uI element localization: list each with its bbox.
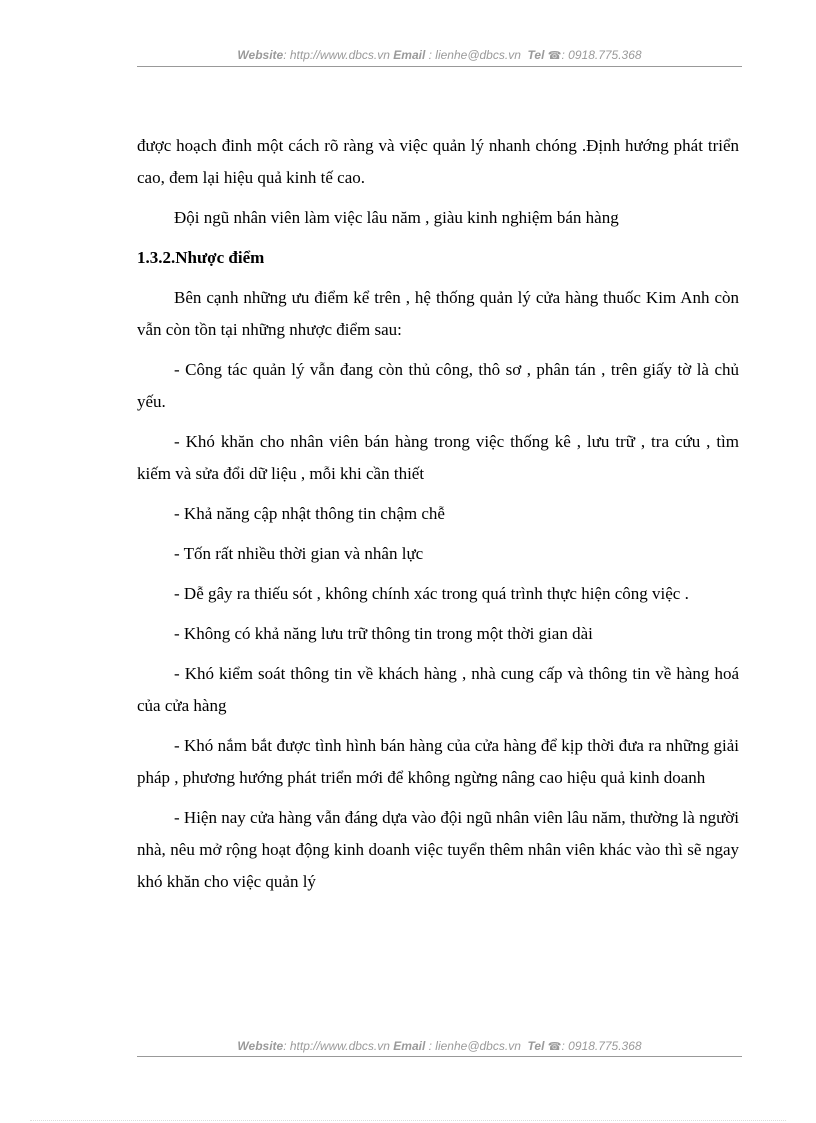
- header-website-url[interactable]: : http://www.dbcs.vn: [283, 48, 390, 62]
- section-heading: 1.3.2.Nhược điểm: [137, 248, 265, 267]
- list-item: - Khả năng cập nhật thông tin chậm chễ: [174, 504, 445, 523]
- footer-tel-label: Tel: [527, 1039, 545, 1053]
- footer-tel-number: : 0918.775.368: [561, 1039, 642, 1053]
- list-item: - Khó nắm bắt được tình hình bán hàng của cửa hàng để kịp thời đưa ra những giải pháp , phương hướng phát triển mới để không ngừng nâng cao hiệu quả kinh doanh: [137, 736, 739, 787]
- paragraph-intro: được hoạch đinh một cách rõ ràng và việc quản lý nhanh chóng .Định hướng phát triển cao, đem lại hiệu quả kinh tế cao.: [137, 136, 739, 187]
- list-item: - Công tác quản lý vẫn đang còn thủ công, thô sơ , phân tán , trên giấy tờ là chủ yếu.: [137, 360, 739, 411]
- footer-rule: [137, 1056, 742, 1057]
- footer-website-url[interactable]: : http://www.dbcs.vn: [283, 1039, 390, 1053]
- header-tel-label: Tel: [527, 48, 545, 62]
- header-email-label: Email: [393, 48, 426, 62]
- list-item: - Dễ gây ra thiếu sót , không chính xác trong quá trình thực hiện công việc .: [174, 584, 689, 603]
- list-item: - Hiện nay cửa hàng vẫn đáng dựa vào đội ngũ nhân viên lâu năm, thường là người nhà, nêu mở rộng hoạt động kinh doanh việc tuyển thêm nhân viên khác vào thì sẽ ngay khó khăn cho việc quản lý: [137, 808, 739, 891]
- page-footer: [137, 1039, 742, 1053]
- document-body: [137, 130, 739, 906]
- header-tel-number: : 0918.775.368: [561, 48, 642, 62]
- footer-email-label: Email: [393, 1039, 426, 1053]
- phone-icon: ☎: [547, 1041, 562, 1053]
- list-item: - Không có khả năng lưu trữ thông tin trong một thời gian dài: [174, 624, 593, 643]
- paragraph-staff: Đội ngũ nhân viên làm việc lâu năm , giàu kinh nghiệm bán hàng: [174, 208, 619, 227]
- phone-icon: ☎: [547, 50, 562, 62]
- list-item: - Tốn rất nhiều thời gian và nhân lực: [174, 544, 424, 563]
- list-item: - Khó kiểm soát thông tin về khách hàng , nhà cung cấp và thông tin về hàng hoá của cửa hàng: [137, 664, 739, 715]
- header-email-address[interactable]: : lienhe@dbcs.vn: [425, 48, 521, 62]
- footer-email-address[interactable]: : lienhe@dbcs.vn: [425, 1039, 521, 1053]
- page-header: [137, 48, 742, 62]
- footer-website-label: Website: [237, 1039, 284, 1053]
- header-website-label: Website: [237, 48, 284, 62]
- paragraph-weakness-intro: Bên cạnh những ưu điểm kể trên , hệ thống quản lý cửa hàng thuốc Kim Anh còn vẫn còn tồn tại những nhược điểm sau:: [137, 288, 739, 339]
- list-item: - Khó khăn cho nhân viên bán hàng trong việc thống kê , lưu trữ , tra cứu , tìm kiếm và sửa đổi dữ liệu , mỗi khi cần thiết: [137, 432, 739, 483]
- header-rule: [137, 66, 742, 67]
- page-edge-divider: [30, 1120, 786, 1121]
